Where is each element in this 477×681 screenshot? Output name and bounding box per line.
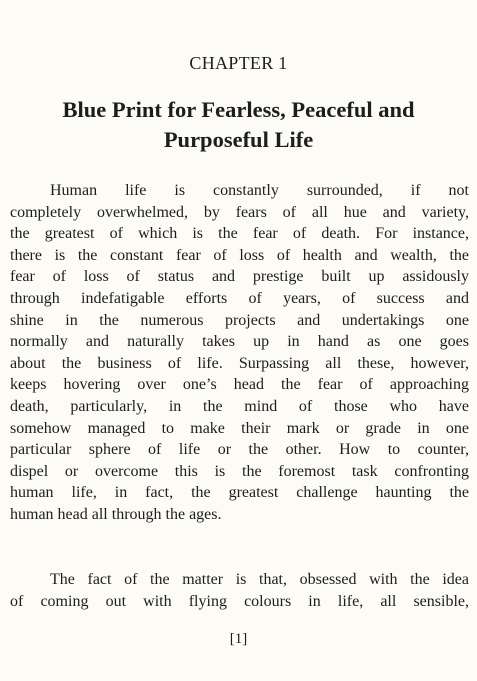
page-number: [1] [229,631,248,647]
paragraph-line: shine in the numerous projects and undertakings one [10,311,469,329]
paragraph-line: Human life is constantly surrounded, if not [50,182,469,199]
paragraph-line: normally and naturally takes up in hand as one goes [10,333,469,351]
chapter-title-line-2: Purposeful Life [163,127,314,152]
chapter-title-line-1: Blue Print for Fearless, Peaceful and [62,97,415,122]
paragraph-line: fear of loss of status and prestige built up assidously [10,268,469,286]
paragraph-line: keeps hovering over one’s head the fear of approaching [10,376,469,394]
paragraph-line: about the business of life. Surpassing all these, however, [10,354,469,372]
paragraph-line: there is the constant fear of loss of health and wealth, the [10,246,469,264]
paragraph-line: particular sphere of life or the other. How to counter, [10,441,469,459]
body-paragraph-2 [10,569,469,612]
paragraph-line: human life, in fact, the greatest challenge haunting the [10,484,469,502]
paragraph-line: death, particularly, in the mind of those who have [10,397,469,415]
paragraph-line: the greatest of which is the fear of death. For instance, [10,225,469,243]
paragraph-line: somehow managed to make their mark or grade in one [10,419,469,437]
chapter-label: CHAPTER 1 [189,53,288,73]
body-paragraph-1 [10,180,469,526]
paragraph-line: The fact of the matter is that, obsessed with the idea [50,571,469,588]
paragraph-line: completely overwhelmed, by fears of all hue and variety, [10,203,469,221]
paragraph-line: of coming out with flying colours in life, all sensible, [10,592,469,610]
paragraph-line: through indefatigable efforts of years, of success and [10,289,469,307]
paragraph-line: human head all through the ages. [10,505,222,523]
paragraph-line: dispel or overcome this is the foremost task confronting [10,462,469,480]
chapter-title [10,95,467,155]
